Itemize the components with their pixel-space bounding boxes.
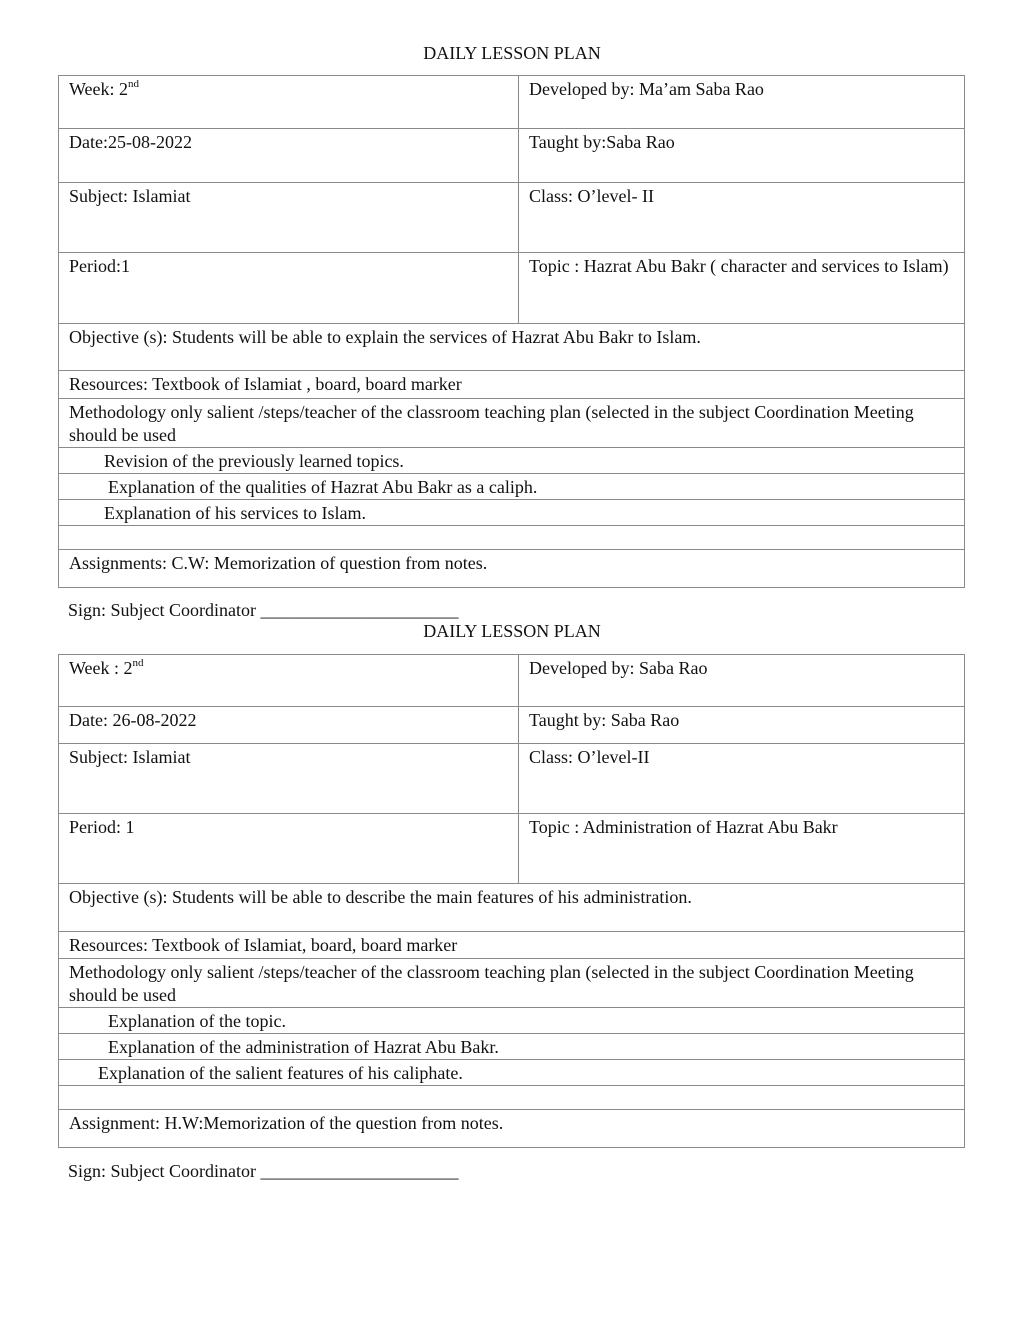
method-step: Revision of the previously learned topics.	[59, 448, 965, 474]
methodology: Methodology only salient /steps/teacher of the classroom teaching plan (selected in the subject Coordination Meeting should be used	[59, 959, 965, 1008]
empty-row	[59, 526, 965, 550]
method-step: Explanation of the salient features of his caliphate.	[59, 1060, 965, 1086]
plan-title: DAILY LESSON PLAN	[423, 621, 601, 641]
assignment: Assignment: H.W:Memorization of the question from notes.	[59, 1110, 965, 1148]
lesson-plan-table	[58, 75, 965, 588]
resources: Resources: Textbook of Islamiat, board, board marker	[59, 932, 965, 959]
empty-row	[59, 1086, 965, 1110]
method-step: Explanation of his services to Islam.	[59, 500, 965, 526]
objective: Objective (s): Students will be able to describe the main features of his administration.	[59, 884, 965, 932]
method-step: Explanation of the administration of Hazrat Abu Bakr.	[59, 1034, 965, 1060]
date: Date:25-08-2022	[59, 129, 519, 183]
week-label: Week : 2	[69, 658, 133, 678]
signature-line: Sign: Subject Coordinator ______________________	[68, 600, 459, 620]
week-cell	[59, 655, 519, 707]
resources: Resources: Textbook of Islamiat , board, board marker	[59, 371, 965, 399]
week-suffix: nd	[128, 78, 140, 90]
class: Class: O’level- II	[519, 183, 965, 253]
taught-by: Taught by:Saba Rao	[519, 129, 965, 183]
methodology: Methodology only salient /steps/teacher of the classroom teaching plan (selected in the subject Coordination Meeting should be used	[59, 399, 965, 448]
date: Date: 26-08-2022	[59, 707, 519, 744]
objective: Objective (s): Students will be able to explain the services of Hazrat Abu Bakr to Islam.	[59, 324, 965, 371]
topic: Topic : Hazrat Abu Bakr ( character and services to Islam)	[519, 253, 965, 324]
plan-title: DAILY LESSON PLAN	[423, 43, 601, 63]
topic: Topic : Administration of Hazrat Abu Bakr	[519, 814, 965, 884]
assignment: Assignments: C.W: Memorization of question from notes.	[59, 550, 965, 588]
week-label: Week: 2	[69, 79, 129, 99]
lesson-plan-table	[58, 654, 965, 1148]
subject: Subject: Islamiat	[59, 744, 519, 814]
developed-by: Developed by: Ma’am Saba Rao	[519, 76, 965, 129]
period: Period:1	[59, 253, 519, 324]
week-cell	[59, 76, 519, 129]
period: Period: 1	[59, 814, 519, 884]
developed-by: Developed by: Saba Rao	[519, 655, 965, 707]
signature-line: Sign: Subject Coordinator ______________________	[68, 1161, 459, 1181]
method-step: Explanation of the topic.	[59, 1008, 965, 1034]
week-suffix: nd	[132, 657, 144, 669]
method-step: Explanation of the qualities of Hazrat Abu Bakr as a caliph.	[59, 474, 965, 500]
subject: Subject: Islamiat	[59, 183, 519, 253]
taught-by: Taught by: Saba Rao	[519, 707, 965, 744]
class: Class: O’level-II	[519, 744, 965, 814]
